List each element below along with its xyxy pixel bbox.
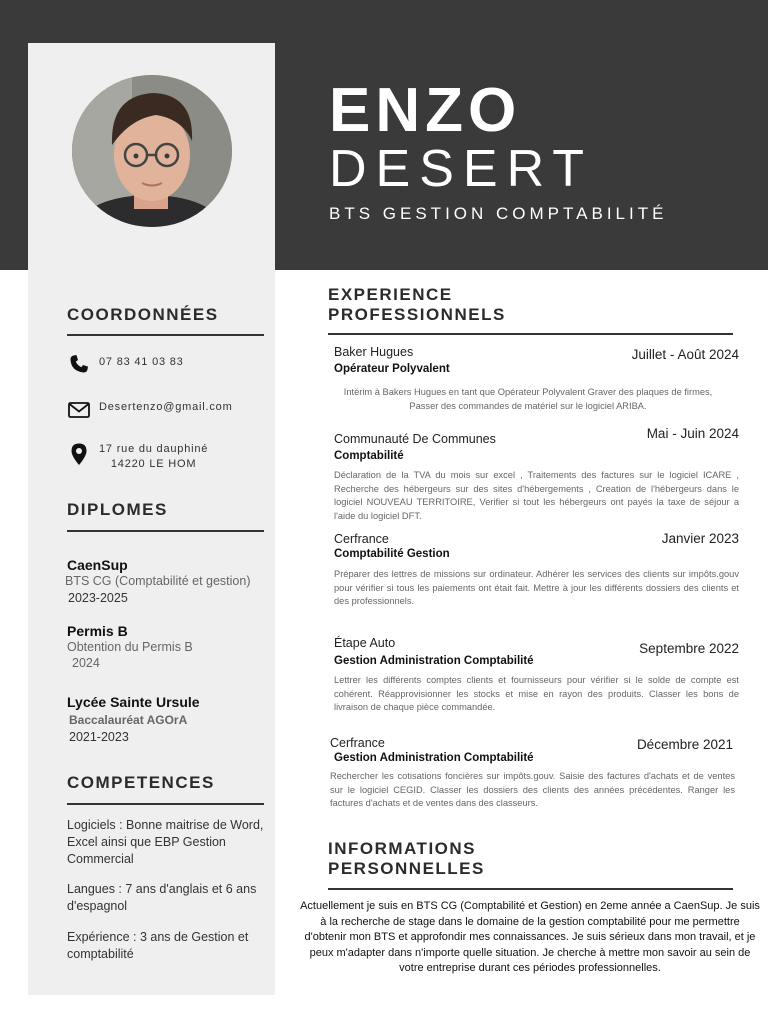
experience-role: Comptabilité Gestion bbox=[334, 548, 450, 560]
envelope-icon bbox=[67, 398, 91, 422]
informations-heading bbox=[328, 839, 485, 879]
experience-description: Déclaration de la TVA du mois sur excel , Traitements des factures sur le logiciel ICARE , Recherche des hébergeurs sur des sites d'hébergements , Creation de l'hébergeurs dans le logiciel NOUVEAU TERRITOIRE, Verifier si tout les hébergeurs ont payés la taxe de séjour a l'aide du logiciel DFT. bbox=[334, 470, 739, 521]
experience-date: Mai - Juin 2024 bbox=[646, 426, 739, 441]
coordonnees-divider bbox=[67, 334, 264, 336]
last-name: DESERT bbox=[329, 140, 593, 198]
experience-heading-line2: PROFESSIONNELS bbox=[328, 305, 506, 324]
diplomes-divider bbox=[67, 530, 264, 532]
diploma-detail: Obtention du Permis B bbox=[67, 640, 193, 654]
informations-heading-line2: PERSONNELLES bbox=[328, 859, 485, 878]
experience-role: Comptabilité bbox=[334, 450, 404, 462]
competence-item: Logiciels : Bonne maitrise de Word, Excel ainsi que EBP Gestion Commercial bbox=[67, 818, 264, 866]
experience-company: Cerfrance bbox=[330, 736, 385, 750]
job-title: BTS GESTION COMPTABILITÉ bbox=[329, 204, 668, 223]
address-street: 17 rue du dauphiné bbox=[99, 443, 209, 455]
experience-date: Septembre 2022 bbox=[639, 641, 739, 656]
experience-company: Cerfrance bbox=[334, 532, 389, 546]
address bbox=[99, 442, 208, 472]
informations-heading-line1: INFORMATIONS bbox=[328, 839, 477, 858]
first-name: ENZO bbox=[329, 76, 522, 145]
phone-number[interactable]: 07 83 41 03 83 bbox=[99, 356, 184, 368]
informations-text: Actuellement je suis en BTS CG (Comptabilité et Gestion) en 2eme année a CaenSup. Je suis à la recherche de stage dans le domaine de la gestion comptabilité pour me permettre d'obtenir mon BTS et approfondir mes connaissances. Je suis sérieux dans mon travail, et je peux m'adapter dans n'importe quelle situation. Je cherche à mettre mon savoir au sein de votre entreprise durant ces périodes professionnelles. bbox=[300, 900, 760, 974]
email-address[interactable]: Desertenzo@gmail.com bbox=[99, 401, 233, 413]
diplomes-heading: DIPLOMES bbox=[67, 500, 168, 519]
diploma-detail: Baccalauréat AGOrA bbox=[69, 713, 188, 727]
experience-company: Étape Auto bbox=[334, 636, 396, 650]
experience-date: Décembre 2021 bbox=[636, 737, 733, 752]
contact-address bbox=[67, 442, 208, 472]
experience-divider bbox=[328, 333, 733, 335]
experience-date: Janvier 2023 bbox=[661, 531, 739, 546]
diploma-years: 2021-2023 bbox=[69, 730, 129, 744]
informations-divider bbox=[328, 888, 733, 890]
diploma-years: 2023-2025 bbox=[68, 591, 128, 605]
experience-role: Opérateur Polyvalent bbox=[334, 363, 450, 375]
experience-role: Gestion Administration Comptabilité bbox=[334, 752, 534, 764]
diploma-years: 2024 bbox=[72, 656, 100, 670]
location-pin-icon bbox=[67, 442, 91, 466]
experience-heading bbox=[328, 285, 506, 325]
diploma-title: Permis B bbox=[67, 623, 128, 639]
profile-photo bbox=[72, 75, 232, 227]
diploma-detail: BTS CG (Comptabilité et gestion) bbox=[65, 574, 251, 588]
experience-role: Gestion Administration Comptabilité bbox=[334, 655, 534, 667]
experience-date: Juillet - Août 2024 bbox=[631, 347, 739, 362]
address-city: 14220 LE HOM bbox=[110, 458, 197, 470]
experience-company: Communauté De Communes bbox=[334, 432, 496, 446]
experience-description: Lettrer les différents comptes clients et fournisseurs pour vérifier si le solde de compte est cohérent. Réapprovisionner les stocks et mise en rayon des produits. Classer les bons de livraison de chaque pièce commandée. bbox=[334, 675, 739, 712]
contact-phone bbox=[67, 352, 184, 376]
experience-description: Rechercher les cotisations foncières sur impôts.gouv. Saisie des factures d'achats et de ventes sur le logiciel CEGID. Classer les dossiers des clients des années précédentes. Ranger les factures d'achats et de ventes dans des classeurs. bbox=[330, 771, 735, 808]
experience-description: Préparer des lettres de missions sur ordinateur. Adhérer les services des clients sur impôts.gouv pour vérifier si tous les paiements ont était fait. Mettre à jour les différents dossiers des clients et des professionnels. bbox=[334, 569, 739, 606]
contact-email bbox=[67, 398, 233, 422]
phone-icon bbox=[67, 352, 91, 376]
experience-description: Intérim à Bakers Hugues en tant que Opérateur Polyvalent Graver des plaques de firmes, Passer des commandes de matériel sur le logiciel ARIBA. bbox=[343, 387, 713, 411]
experience-company: Baker Hugues bbox=[334, 345, 414, 359]
competence-item: Langues : 7 ans d'anglais et 6 ans d'espagnol bbox=[67, 882, 257, 913]
coordonnees-heading: COORDONNÉES bbox=[67, 305, 219, 324]
diploma-title: Lycée Sainte Ursule bbox=[67, 694, 200, 710]
profile-photo-illustration bbox=[72, 75, 232, 227]
competences-divider bbox=[67, 803, 264, 805]
competence-item: Expérience : 3 ans de Gestion et comptabilité bbox=[67, 930, 249, 961]
diploma-title: CaenSup bbox=[67, 557, 128, 573]
experience-heading-line1: EXPERIENCE bbox=[328, 285, 453, 304]
competences-heading: COMPETENCES bbox=[67, 773, 215, 792]
